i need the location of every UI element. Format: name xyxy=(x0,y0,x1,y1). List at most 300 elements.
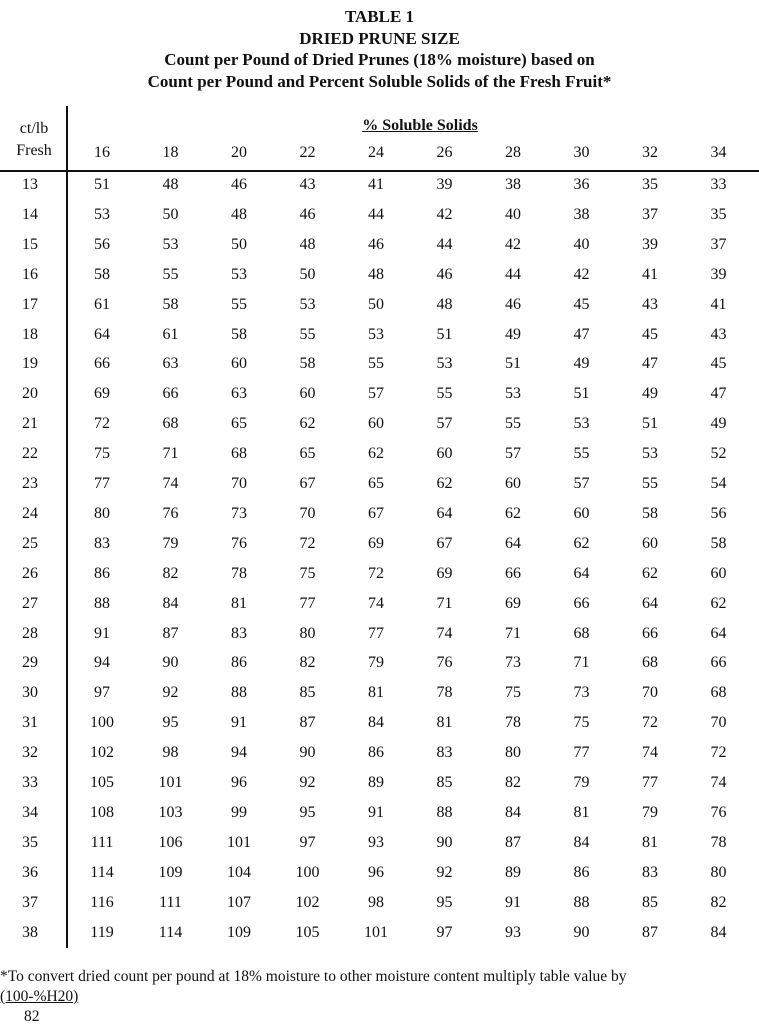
table-cell: 79 xyxy=(573,774,590,791)
stub-header xyxy=(6,118,62,162)
table-cell: 90 xyxy=(436,833,453,851)
table-cell: 50 xyxy=(162,205,179,223)
table-cell: 58 xyxy=(162,295,179,313)
table-cell: 64 xyxy=(642,594,658,612)
row-label: 37 xyxy=(22,893,38,911)
row-label: 14 xyxy=(22,205,38,223)
table-cell: 79 xyxy=(162,534,179,552)
table-cell: 89 xyxy=(505,863,521,881)
row-label: 30 xyxy=(22,684,38,702)
table-cell: 87 xyxy=(299,714,316,732)
stub-header-line-1: ct/lb xyxy=(19,120,49,137)
table-cell: 72 xyxy=(299,534,316,552)
table-cell: 83 xyxy=(436,744,453,762)
header-divider xyxy=(0,170,759,172)
table-cell: 74 xyxy=(436,624,453,642)
table-cell: 62 xyxy=(710,594,727,612)
column-header: 24 xyxy=(368,144,384,161)
table-cell: 80 xyxy=(710,863,727,881)
table-cell: 98 xyxy=(368,893,384,911)
table-cell: 91 xyxy=(94,624,110,642)
table-cell: 53 xyxy=(642,445,658,463)
table-cell: 66 xyxy=(573,594,590,612)
table-cell: 66 xyxy=(505,564,521,582)
table-cell: 90 xyxy=(162,654,179,672)
column-header: 26 xyxy=(436,144,453,161)
table-cell: 84 xyxy=(505,803,521,821)
row-label: 16 xyxy=(22,265,38,283)
table-cell: 61 xyxy=(94,295,110,313)
table-cell: 41 xyxy=(368,176,384,193)
table-cell: 79 xyxy=(642,803,658,821)
row-label: 34 xyxy=(22,803,38,821)
table-cell: 53 xyxy=(436,355,453,373)
table-cell: 107 xyxy=(227,893,251,911)
table-cell: 65 xyxy=(368,475,384,492)
table-cell: 92 xyxy=(436,863,453,881)
stub-header-line-2: Fresh xyxy=(16,142,52,159)
table-cell: 60 xyxy=(299,385,316,403)
table-cell: 79 xyxy=(368,654,384,672)
table-cell: 62 xyxy=(642,564,658,582)
table-cell: 93 xyxy=(368,833,384,851)
table-cell: 70 xyxy=(642,684,658,702)
table-cell: 86 xyxy=(231,654,247,672)
table-cell: 61 xyxy=(162,325,179,343)
row-label: 18 xyxy=(22,325,38,343)
table-cell: 83 xyxy=(642,863,658,881)
table-cell: 60 xyxy=(710,564,727,582)
table-cell: 83 xyxy=(94,534,110,552)
table-cell: 49 xyxy=(573,355,590,373)
table-subtitle-line-1: Count per Pound of Dried Prunes (18% moisture) based on xyxy=(164,50,595,69)
table-cell: 69 xyxy=(368,534,384,552)
table-cell: 74 xyxy=(368,594,384,612)
footnote: *To convert dried count per pound at 18% moisture to other moisture content multiply table value by xyxy=(0,968,627,985)
table-cell: 40 xyxy=(505,205,521,223)
table-cell: 80 xyxy=(94,504,110,522)
row-label: 33 xyxy=(22,774,38,791)
table-cell: 95 xyxy=(299,803,316,821)
table-cell: 46 xyxy=(299,205,316,223)
table-cell: 67 xyxy=(436,534,453,552)
table-cell: 68 xyxy=(573,624,590,642)
table-cell: 91 xyxy=(368,803,384,821)
table-cell: 81 xyxy=(231,594,247,612)
table-cell: 77 xyxy=(368,624,384,642)
table-cell: 51 xyxy=(94,176,110,193)
table-cell: 41 xyxy=(710,295,727,313)
table-cell: 40 xyxy=(573,235,590,253)
table-cell: 95 xyxy=(436,893,453,911)
row-label: 26 xyxy=(22,564,38,582)
table-cell: 37 xyxy=(710,235,727,253)
table-cell: 108 xyxy=(90,803,114,821)
column-header: 18 xyxy=(162,144,179,161)
table-cell: 55 xyxy=(436,385,453,403)
table-cell: 36 xyxy=(573,176,590,193)
table-cell: 53 xyxy=(94,205,110,223)
column-header: 20 xyxy=(231,144,247,161)
table-cell: 65 xyxy=(299,445,316,463)
table-cell: 70 xyxy=(710,714,727,732)
row-label: 19 xyxy=(22,355,38,373)
table-cell: 53 xyxy=(573,415,590,433)
table-cell: 93 xyxy=(505,923,521,941)
table-cell: 76 xyxy=(710,803,727,821)
table-cell: 77 xyxy=(573,744,590,762)
table-cell: 51 xyxy=(642,415,658,433)
table-cell: 60 xyxy=(642,534,658,552)
table-title-block xyxy=(0,6,759,92)
table-cell: 95 xyxy=(162,714,179,732)
table-cell: 84 xyxy=(162,594,179,612)
table-cell: 104 xyxy=(227,863,251,881)
table-cell: 45 xyxy=(710,355,727,373)
table-cell: 99 xyxy=(231,803,247,821)
column-header: 30 xyxy=(573,144,590,161)
table-cell: 45 xyxy=(573,295,590,313)
table-cell: 109 xyxy=(158,863,183,881)
table-cell: 44 xyxy=(436,235,453,253)
table-cell: 62 xyxy=(436,475,453,492)
column-header: 28 xyxy=(505,144,521,161)
table-cell: 50 xyxy=(231,235,247,253)
table-cell: 43 xyxy=(299,176,316,193)
table-cell: 56 xyxy=(94,235,110,253)
table-cell: 69 xyxy=(436,564,453,582)
table-cell: 43 xyxy=(642,295,658,313)
table-cell: 58 xyxy=(299,355,316,373)
table-cell: 46 xyxy=(505,295,521,313)
table-cell: 47 xyxy=(642,355,658,373)
row-label: 28 xyxy=(22,624,38,642)
table-cell: 62 xyxy=(505,504,521,522)
table-cell: 55 xyxy=(231,295,247,313)
table-cell: 80 xyxy=(505,744,521,762)
table-number: TABLE 1 xyxy=(344,7,415,26)
table-cell: 82 xyxy=(299,654,316,672)
table-cell: 105 xyxy=(90,774,114,791)
table-cell: 82 xyxy=(505,774,521,791)
table-cell: 57 xyxy=(368,385,384,403)
table-cell: 75 xyxy=(505,684,521,702)
table-cell: 85 xyxy=(642,893,658,911)
table-cell: 48 xyxy=(162,176,179,193)
table-cell: 46 xyxy=(368,235,384,253)
row-label: 23 xyxy=(22,475,38,492)
table-cell: 58 xyxy=(642,504,658,522)
table-cell: 96 xyxy=(368,863,384,881)
table-cell: 84 xyxy=(573,833,590,851)
table-cell: 55 xyxy=(573,445,590,463)
table-cell: 47 xyxy=(573,325,590,343)
table-cell: 87 xyxy=(505,833,521,851)
table-cell: 72 xyxy=(642,714,658,732)
row-label: 35 xyxy=(22,833,38,851)
table-cell: 78 xyxy=(505,714,521,732)
table-cell: 73 xyxy=(231,504,247,522)
row-label: 13 xyxy=(22,176,38,193)
table-cell: 119 xyxy=(90,923,114,941)
table-cell: 41 xyxy=(642,265,658,283)
table-cell: 80 xyxy=(299,624,316,642)
table-cell: 42 xyxy=(505,235,521,253)
table-cell: 62 xyxy=(368,445,384,463)
footnote-denominator: 82 xyxy=(24,1008,40,1025)
table-cell: 46 xyxy=(231,176,247,193)
table-cell: 57 xyxy=(436,415,453,433)
table-cell: 53 xyxy=(162,235,179,253)
table-cell: 44 xyxy=(505,265,521,283)
table-cell: 55 xyxy=(642,475,658,492)
table-cell: 98 xyxy=(162,744,179,762)
table-cell: 60 xyxy=(368,415,384,433)
table-cell: 91 xyxy=(505,893,521,911)
table-cell: 49 xyxy=(710,415,727,433)
table-cell: 75 xyxy=(573,714,590,732)
table-cell: 44 xyxy=(368,205,384,223)
table-cell: 64 xyxy=(573,564,590,582)
row-label: 29 xyxy=(22,654,38,672)
table-cell: 72 xyxy=(94,415,110,433)
table-cell: 60 xyxy=(573,504,590,522)
table-cell: 83 xyxy=(231,624,247,642)
table-cell: 74 xyxy=(162,475,179,492)
table-cell: 81 xyxy=(368,684,384,702)
table-cell: 87 xyxy=(162,624,179,642)
table-cell: 53 xyxy=(505,385,521,403)
table-cell: 101 xyxy=(364,923,388,941)
table-cell: 53 xyxy=(299,295,316,313)
table-cell: 81 xyxy=(436,714,453,732)
table-cell: 97 xyxy=(436,923,453,941)
table-cell: 105 xyxy=(295,923,320,941)
table-cell: 86 xyxy=(94,564,110,582)
table-cell: 78 xyxy=(710,833,727,851)
table-cell: 38 xyxy=(505,176,521,193)
table-cell: 71 xyxy=(436,594,453,612)
table-cell: 58 xyxy=(94,265,110,283)
table-cell: 63 xyxy=(231,385,247,403)
table-cell: 49 xyxy=(505,325,521,343)
table-cell: 72 xyxy=(368,564,384,582)
table-cell: 64 xyxy=(505,534,521,552)
row-label: 31 xyxy=(22,714,38,732)
table-cell: 82 xyxy=(162,564,179,582)
table-cell: 111 xyxy=(90,833,114,851)
table-cell: 62 xyxy=(573,534,590,552)
column-header: 22 xyxy=(299,144,316,161)
table-cell: 45 xyxy=(642,325,658,343)
column-header: 16 xyxy=(94,144,110,161)
table-cell: 74 xyxy=(710,774,727,791)
table-cell: 46 xyxy=(436,265,453,283)
table-cell: 51 xyxy=(573,385,590,403)
table-cell: 39 xyxy=(710,265,727,283)
table-cell: 92 xyxy=(162,684,179,702)
table-cell: 68 xyxy=(231,445,247,463)
table-cell: 78 xyxy=(436,684,453,702)
table-cell: 51 xyxy=(436,325,453,343)
table-cell: 102 xyxy=(90,744,114,762)
table-cell: 60 xyxy=(436,445,453,463)
table-cell: 37 xyxy=(642,205,658,223)
table-cell: 73 xyxy=(505,654,521,672)
table-cell: 35 xyxy=(642,176,658,193)
table-cell: 66 xyxy=(94,355,110,373)
table-cell: 75 xyxy=(94,445,110,463)
table-cell: 35 xyxy=(710,205,727,223)
table-cell: 55 xyxy=(505,415,521,433)
column-header: 32 xyxy=(642,144,658,161)
table-cell: 48 xyxy=(368,265,384,283)
table-cell: 88 xyxy=(94,594,110,612)
table-cell: 89 xyxy=(368,774,384,791)
table-cell: 85 xyxy=(436,774,453,791)
table-cell: 50 xyxy=(299,265,316,283)
table-title: DRIED PRUNE SIZE xyxy=(299,28,460,48)
table-cell: 82 xyxy=(710,893,727,911)
table-cell: 84 xyxy=(710,923,727,941)
table-cell: 102 xyxy=(295,893,320,911)
table-cell: 57 xyxy=(505,445,521,463)
column-header: 34 xyxy=(710,144,727,161)
row-label: 36 xyxy=(22,863,38,881)
table-cell: 71 xyxy=(505,624,521,642)
table-cell: 70 xyxy=(231,475,247,492)
table-cell: 100 xyxy=(295,863,320,881)
table-cell: 71 xyxy=(162,445,179,463)
table-cell: 77 xyxy=(642,774,658,791)
table-cell: 55 xyxy=(299,325,316,343)
row-label: 24 xyxy=(22,504,38,522)
table-cell: 103 xyxy=(158,803,183,821)
table-cell: 51 xyxy=(505,355,521,373)
row-label: 21 xyxy=(22,415,38,433)
table-cell: 48 xyxy=(231,205,247,223)
table-cell: 47 xyxy=(710,385,727,403)
table-cell: 43 xyxy=(710,325,727,343)
table-cell: 67 xyxy=(368,504,384,522)
table-cell: 106 xyxy=(158,833,183,851)
table-cell: 55 xyxy=(368,355,384,373)
table-cell: 72 xyxy=(710,744,727,762)
footnote-numerator: (100-%H20) xyxy=(0,988,79,1005)
table-cell: 60 xyxy=(505,475,521,492)
table-cell: 71 xyxy=(573,654,590,672)
table-cell: 114 xyxy=(90,863,114,881)
table-cell: 42 xyxy=(573,265,590,283)
table-cell: 49 xyxy=(642,385,658,403)
table-cell: 68 xyxy=(710,684,727,702)
table-cell: 92 xyxy=(299,774,316,791)
table-cell: 77 xyxy=(94,475,110,492)
table-cell: 76 xyxy=(231,534,247,552)
table-cell: 88 xyxy=(573,893,590,911)
table-cell: 65 xyxy=(231,415,247,433)
table-cell: 50 xyxy=(368,295,384,313)
row-label: 22 xyxy=(22,445,38,463)
table-cell: 87 xyxy=(642,923,658,941)
table-cell: 66 xyxy=(642,624,658,642)
table-cell: 97 xyxy=(94,684,110,702)
table-cell: 96 xyxy=(231,774,247,791)
table-cell: 66 xyxy=(710,654,727,672)
row-label: 15 xyxy=(22,235,38,253)
table-cell: 53 xyxy=(231,265,247,283)
table-cell: 77 xyxy=(299,594,316,612)
table-cell: 97 xyxy=(299,833,316,851)
table-cell: 101 xyxy=(227,833,251,851)
table-cell: 78 xyxy=(231,564,247,582)
table-cell: 100 xyxy=(90,714,114,732)
table-cell: 38 xyxy=(573,205,590,223)
table-cell: 114 xyxy=(158,923,183,941)
table-cell: 68 xyxy=(162,415,179,433)
table-cell: 75 xyxy=(299,564,316,582)
row-label: 27 xyxy=(22,594,38,612)
table-cell: 76 xyxy=(162,504,179,522)
table-cell: 48 xyxy=(299,235,316,253)
table-cell: 42 xyxy=(436,205,453,223)
table-cell: 111 xyxy=(159,893,182,911)
table-cell: 116 xyxy=(90,893,114,911)
table-cell: 56 xyxy=(710,504,727,522)
row-label: 38 xyxy=(22,923,38,941)
table-cell: 88 xyxy=(231,684,247,702)
table-cell: 76 xyxy=(436,654,453,672)
table-cell: 91 xyxy=(231,714,247,732)
table-subtitle-line-2: Count per Pound and Percent Soluble Solids of the Fresh Fruit* xyxy=(147,71,612,91)
table-cell: 73 xyxy=(573,684,590,702)
table-cell: 90 xyxy=(299,744,316,762)
table-cell: 74 xyxy=(642,744,658,762)
table-cell: 66 xyxy=(162,385,179,403)
table-cell: 52 xyxy=(710,445,727,463)
table-cell: 88 xyxy=(436,803,453,821)
table-cell: 64 xyxy=(436,504,453,522)
table-cell: 54 xyxy=(710,475,727,492)
table-cell: 57 xyxy=(573,475,590,492)
table-cell: 86 xyxy=(368,744,384,762)
table-cell: 63 xyxy=(162,355,179,373)
table-cell: 48 xyxy=(436,295,453,313)
table-cell: 62 xyxy=(299,415,316,433)
table-cell: 55 xyxy=(162,265,179,283)
row-label: 20 xyxy=(22,385,38,403)
table-cell: 33 xyxy=(710,176,727,193)
table-cell: 68 xyxy=(642,654,658,672)
row-label: 25 xyxy=(22,534,38,552)
table-cell: 70 xyxy=(299,504,316,522)
table-cell: 67 xyxy=(299,475,316,492)
table-cell: 81 xyxy=(573,803,590,821)
table-cell: 109 xyxy=(227,923,251,941)
table-cell: 90 xyxy=(573,923,590,941)
table-cell: 86 xyxy=(573,863,590,881)
table-cell: 94 xyxy=(94,654,110,672)
table-cell: 58 xyxy=(710,534,727,552)
table-cell: 60 xyxy=(231,355,247,373)
table-cell: 64 xyxy=(710,624,727,642)
table-cell: 64 xyxy=(94,325,110,343)
table-cell: 101 xyxy=(158,774,183,791)
row-label: 17 xyxy=(22,295,38,313)
stub-divider xyxy=(66,106,68,948)
row-label: 32 xyxy=(22,744,38,762)
table-cell: 69 xyxy=(505,594,521,612)
